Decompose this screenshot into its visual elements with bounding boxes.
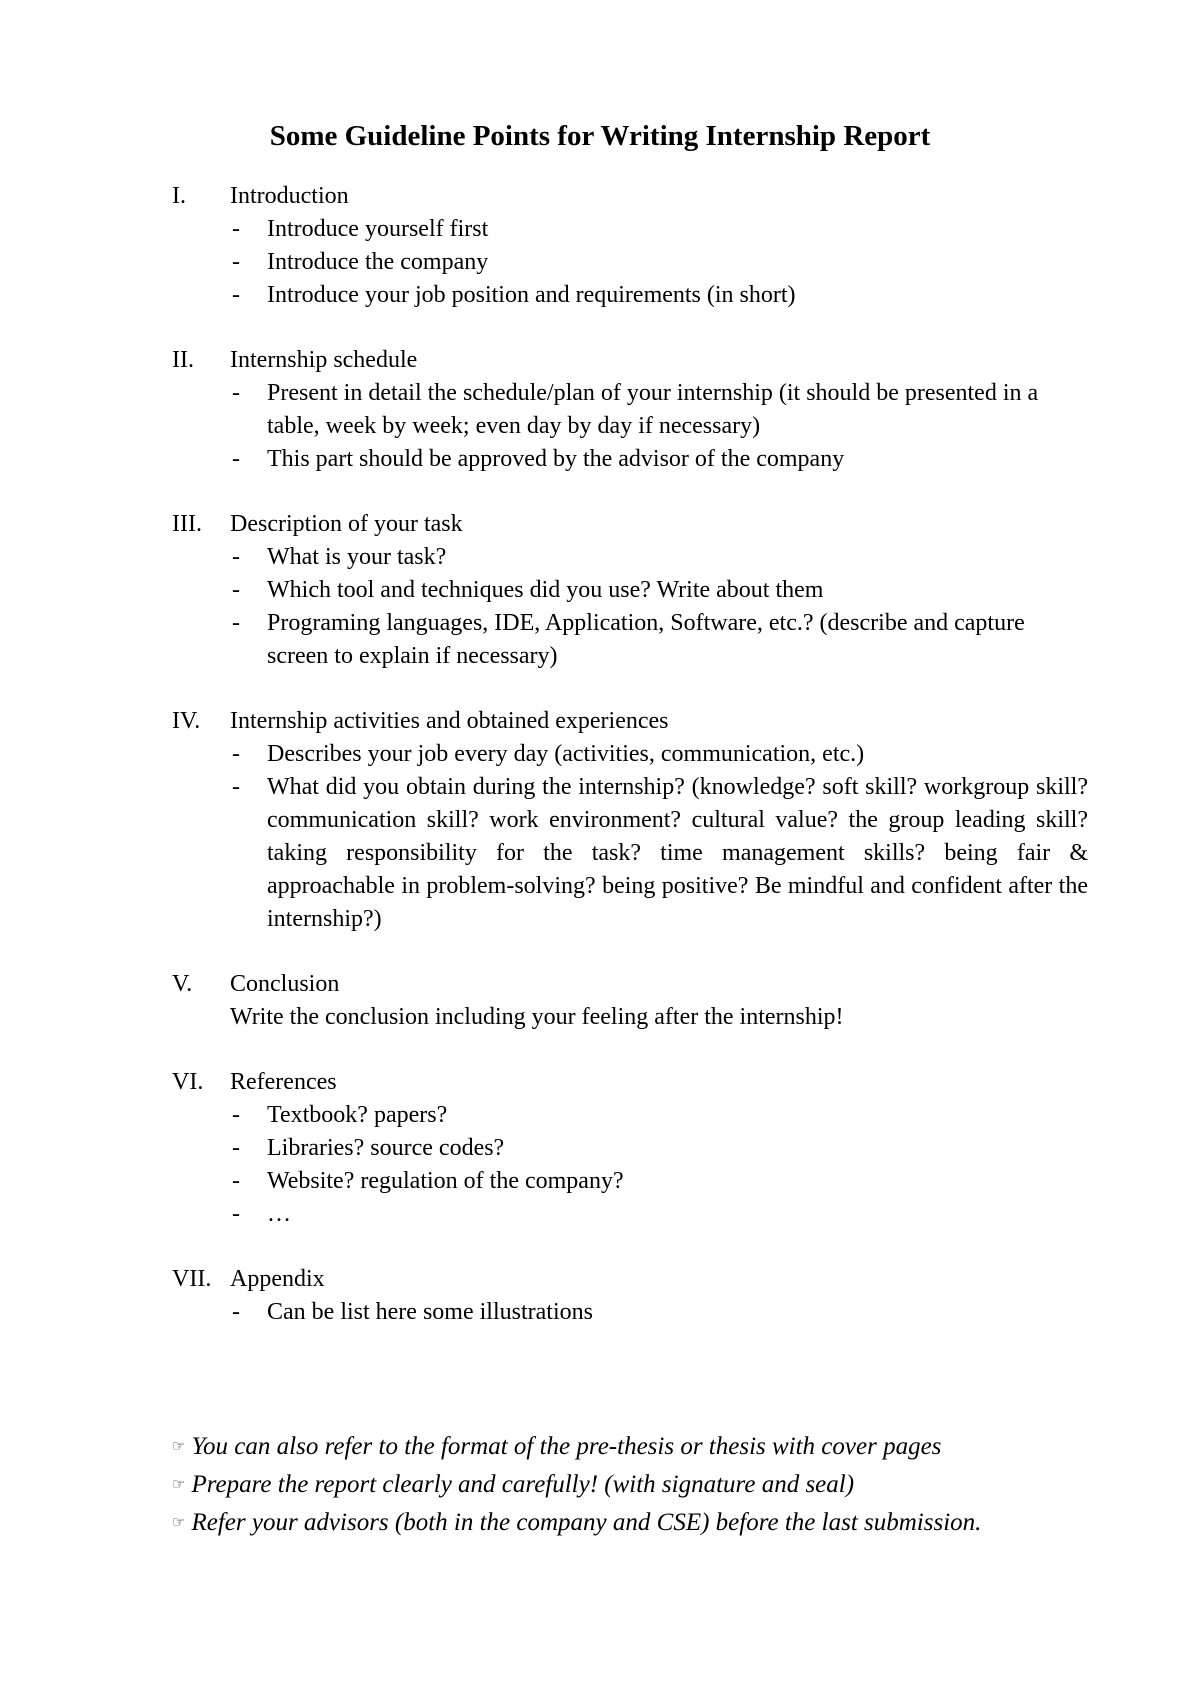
- section-title: Internship activities and obtained experiences: [230, 708, 669, 734]
- note-text: Prepare the report clearly and carefully! (with signature and seal): [191, 1471, 855, 1498]
- bullet-item: [0, 1099, 1200, 1132]
- bullet-dash: -: [232, 1201, 240, 1227]
- bullet-dash: -: [232, 577, 240, 603]
- bullet-text: Can be list here some illustrations: [267, 1299, 593, 1325]
- section-title: Conclusion: [230, 971, 340, 997]
- bullet-dash: -: [232, 216, 240, 242]
- bullet-dash: -: [232, 249, 240, 275]
- bullet-text: Textbook? papers?: [267, 1102, 448, 1128]
- section-appendix: [0, 1263, 1200, 1329]
- bullet-item: [0, 738, 1200, 771]
- page-title: Some Guideline Points for Writing Internship Report: [269, 120, 931, 152]
- bullet-item: [0, 213, 1200, 246]
- section-conclusion: [0, 968, 1200, 1034]
- bullet-list: [0, 1099, 1200, 1231]
- note-text: You can also refer to the format of the pre-thesis or thesis with cover pages: [191, 1433, 942, 1460]
- sections: [0, 180, 1200, 1361]
- bullet-item: [0, 1132, 1200, 1165]
- bullet-item: [0, 607, 1200, 673]
- section-title: References: [230, 1069, 337, 1095]
- bullet-item: [0, 1198, 1200, 1231]
- bullet-text: Describes your job every day (activities, communication, etc.): [267, 741, 865, 767]
- bullet-text: …: [267, 1201, 291, 1227]
- section-description-of-task: [0, 508, 1200, 673]
- bullet-item: [0, 246, 1200, 279]
- bullet-list: [0, 377, 1200, 476]
- section-numeral: VI.: [172, 1069, 204, 1095]
- section-heading: [0, 344, 1200, 377]
- bullet-text: Introduce yourself first: [267, 216, 489, 242]
- bullet-dash: -: [232, 1168, 240, 1194]
- bullet-text: Introduce the company: [267, 249, 489, 275]
- bullet-item: [0, 541, 1200, 574]
- bullet-text: Website? regulation of the company?: [267, 1168, 624, 1194]
- bullet-text: What is your task?: [267, 544, 447, 570]
- section-heading: [0, 508, 1200, 541]
- bullet-dash: -: [232, 446, 240, 472]
- bullet-list: [0, 1296, 1200, 1329]
- section-heading: [0, 1066, 1200, 1099]
- bullet-item: [0, 1165, 1200, 1198]
- bullet-text: Which tool and techniques did you use? Write about them: [267, 577, 824, 603]
- bullet-text: Present in detail the schedule/plan of your internship (it should be presented in a table, week by week; even day by day if necessary): [267, 380, 1039, 439]
- bullet-dash: -: [232, 380, 240, 406]
- bullet-item: [0, 443, 1200, 476]
- section-heading: [0, 968, 1200, 1001]
- bullet-list: [0, 541, 1200, 673]
- bullet-item: [0, 574, 1200, 607]
- section-numeral: IV.: [172, 708, 201, 734]
- section-numeral: II.: [172, 347, 194, 373]
- section-numeral: V.: [172, 971, 193, 997]
- section-heading: [0, 705, 1200, 738]
- bullet-list: [0, 738, 1200, 936]
- section-numeral: III.: [172, 511, 202, 537]
- note-text: Refer your advisors (both in the company and CSE) before the last submission.: [191, 1509, 982, 1536]
- bullet-dash: -: [232, 282, 240, 308]
- section-heading: [0, 1263, 1200, 1296]
- bullet-text: Programing languages, IDE, Application, Software, etc.? (describe and capture screen to explain if necessary): [267, 610, 1025, 669]
- section-title: Internship schedule: [230, 347, 418, 373]
- bullet-dash: -: [232, 1135, 240, 1161]
- section-activities-experiences: [0, 705, 1200, 936]
- bullet-item: [0, 377, 1200, 443]
- section-internship-schedule: [0, 344, 1200, 476]
- pointing-hand-icon: ☞: [172, 1439, 186, 1455]
- bullet-dash: -: [232, 774, 240, 800]
- bullet-text: This part should be approved by the advisor of the company: [267, 446, 845, 472]
- bullet-item: [0, 279, 1200, 312]
- bullet-text: What did you obtain during the internship? (knowledge? soft skill? workgroup skill? communication skill? work environment? cultural value? the group leading skill? taking responsibility for the task? time management skills? being fair & approachable in problem-solving? being positive? Be mindful and confident after the internship?): [267, 774, 1088, 932]
- bullet-list: [0, 213, 1200, 312]
- section-body-text: Write the conclusion including your feeling after the internship!: [230, 1004, 844, 1030]
- pointing-hand-icon: ☞: [172, 1515, 186, 1531]
- note: [172, 1504, 1092, 1542]
- bullet-dash: -: [232, 544, 240, 570]
- bullet-text: Introduce your job position and requirements (in short): [267, 282, 796, 308]
- bullet-text: Libraries? source codes?: [267, 1135, 505, 1161]
- bullet-dash: -: [232, 1102, 240, 1128]
- note: [172, 1428, 1092, 1466]
- section-title: Appendix: [230, 1266, 325, 1292]
- section-heading: [0, 180, 1200, 213]
- bullet-dash: -: [232, 610, 240, 636]
- section-numeral: I.: [172, 183, 186, 209]
- section-title: Description of your task: [230, 511, 463, 537]
- pointing-hand-icon: ☞: [172, 1477, 186, 1493]
- section-title: Introduction: [230, 183, 349, 209]
- section-references: [0, 1066, 1200, 1231]
- section-introduction: [0, 180, 1200, 312]
- notes: [172, 1428, 1092, 1542]
- bullet-dash: -: [232, 741, 240, 767]
- note: [172, 1466, 1092, 1504]
- bullet-item: [0, 1296, 1200, 1329]
- section-numeral: VII.: [172, 1266, 212, 1292]
- bullet-item: [0, 771, 1200, 936]
- bullet-dash: -: [232, 1299, 240, 1325]
